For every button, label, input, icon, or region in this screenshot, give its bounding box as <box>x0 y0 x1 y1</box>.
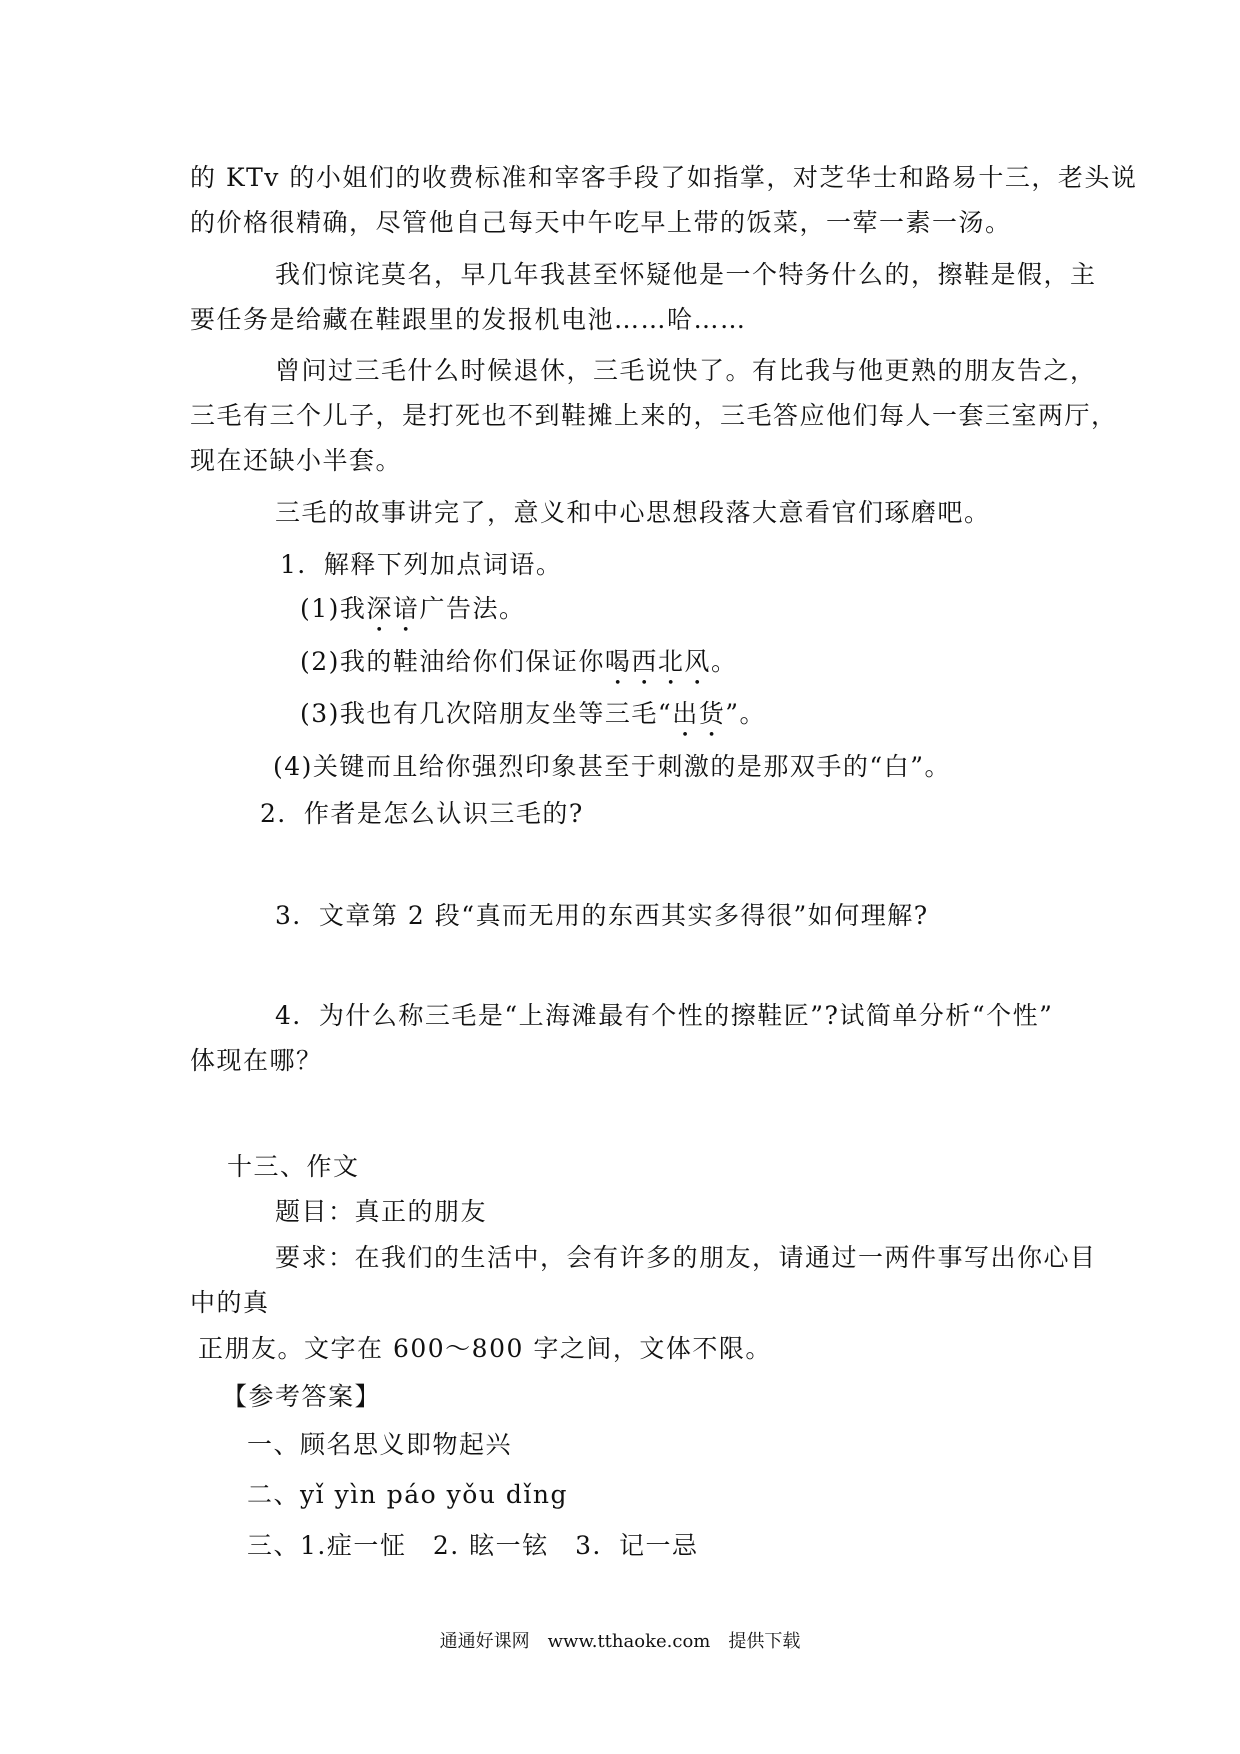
composition-requirement: 正朋友。文字在 600～800 字之间，文体不限。 <box>198 1334 772 1363</box>
passage-line: 现在还缺小半套。 <box>190 446 403 475</box>
emphasis-dotted-word: 出货 <box>672 699 726 728</box>
answer-3: 三、1.症一怔 2. 眩一铉 3．记一忌 <box>247 1531 699 1560</box>
passage-line: 的价格很精确，尽管他自己每天中午吃早上带的饭菜，一荤一素一汤。 <box>190 208 1012 237</box>
question-1-item-3: (3)我也有几次陪朋友坐等三毛“出货”。 <box>300 699 766 728</box>
passage-line: 我们惊诧莫名，早几年我甚至怀疑他是一个特务什么的，擦鞋是假，主 <box>275 260 1097 289</box>
emphasis-dotted-word: 深谙 <box>366 594 420 623</box>
question-3: 3．文章第 2 段“真而无用的东西其实多得很”如何理解? <box>275 901 929 930</box>
composition-topic: 题目：真正的朋友 <box>275 1197 488 1226</box>
passage-line: 曾问过三毛什么时候退休，三毛说快了。有比我与他更熟的朋友告之， <box>275 356 1097 385</box>
emphasis-dotted-word: 喝西北风 <box>604 647 711 676</box>
page-footer: 通通好课网 www.tthaoke.com 提供下载 <box>439 1631 801 1652</box>
question-1-item-1: (1)我深谙广告法。 <box>300 594 526 623</box>
question-4-line: 体现在哪？ <box>190 1046 323 1075</box>
question-1-item-4: (4)关键而且给你强烈印象甚至于刺激的是那双手的“白”。 <box>273 752 951 781</box>
answer-1: 一、顾名思义即物起兴 <box>247 1430 513 1459</box>
question-1: 1．解释下列加点词语。 <box>280 550 563 579</box>
question-2: 2．作者是怎么认识三毛的? <box>260 799 584 828</box>
question-1-item-2: (2)我的鞋油给你们保证你喝西北风。 <box>300 647 738 676</box>
composition-requirement: 要求：在我们的生活中，会有许多的朋友，请通过一两件事写出你心目 <box>275 1243 1097 1272</box>
passage-line: 的 KTv 的小姐们的收费标准和宰客手段了如指掌，对芝华士和路易十三，老头说 <box>190 163 1138 192</box>
passage-line: 三毛有三个儿子，是打死也不到鞋摊上来的，三毛答应他们每人一套三室两厅， <box>190 401 1118 430</box>
composition-requirement: 中的真 <box>190 1288 270 1317</box>
answers-heading: 【参考答案】 <box>222 1382 382 1411</box>
question-4-line: 4．为什么称三毛是“上海滩最有个性的擦鞋匠”?试简单分析“个性” <box>275 1001 1054 1030</box>
composition-heading: 十三、作文 <box>227 1152 360 1181</box>
passage-line: 要任务是给藏在鞋跟里的发报机电池……哈…… <box>190 305 747 334</box>
answer-2: 二、yǐ yìn páo yǒu dǐng <box>247 1480 568 1509</box>
passage-line: 三毛的故事讲完了，意义和中心思想段落大意看官们琢磨吧。 <box>275 498 991 527</box>
